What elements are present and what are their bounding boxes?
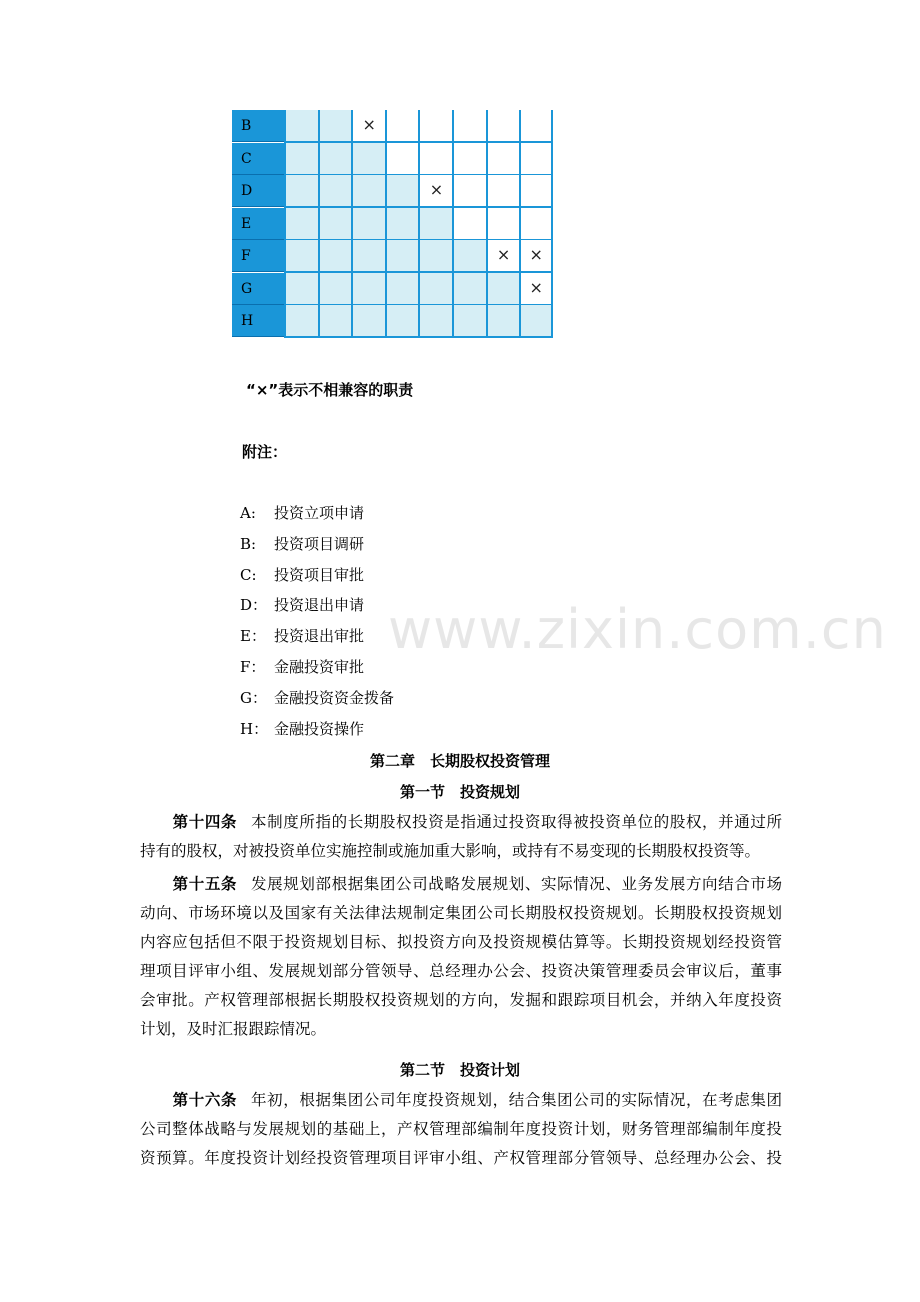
legend-value: 投资退出审批 <box>274 627 365 646</box>
matrix-cell <box>452 175 486 208</box>
legend-value: 投资立项申请 <box>274 504 365 522</box>
legend-key: C: <box>240 565 257 584</box>
matrix-cell <box>351 208 385 241</box>
matrix-cell <box>318 240 352 273</box>
matrix-cell <box>385 240 419 273</box>
matrix-note: “×”表示不相兼容的职责 <box>246 381 414 399</box>
matrix-row-label: G <box>232 273 284 305</box>
article-text-line: 公司整体战略与发展规划的基础上，产权管理部编制年度投资计划，财务管理部编制年度投 <box>140 1120 782 1138</box>
legend-item <box>240 654 540 685</box>
article-text-line: 持有的股权，对被投资单位实施控制或施加重大影响，或持有不易变现的长期股权投资等。 <box>140 842 761 860</box>
legend-item <box>240 716 540 747</box>
matrix-row <box>232 273 554 305</box>
legend-value: 金融投资操作 <box>274 719 365 738</box>
matrix-cell <box>284 273 318 306</box>
matrix-cell <box>519 305 553 338</box>
article-text-line: 本制度所指的长期股权投资是指通过投资取得被投资单位的股权，并通过所 <box>251 813 782 831</box>
article-16 <box>140 1086 782 1173</box>
watermark: www.zixin.com.cn <box>388 598 887 661</box>
matrix-cell <box>452 110 486 143</box>
matrix-row-label: C <box>232 143 284 175</box>
matrix-row <box>232 110 554 142</box>
legend-item <box>240 562 540 593</box>
matrix-cell <box>452 240 486 273</box>
matrix-row-label: D <box>232 175 284 207</box>
matrix-row <box>232 208 554 240</box>
matrix-cell <box>318 110 352 143</box>
matrix-cell <box>486 175 520 208</box>
matrix-cell <box>385 143 419 176</box>
matrix-cell <box>385 175 419 208</box>
legend-value: 投资项目调研 <box>274 534 365 553</box>
matrix-cell: × <box>486 240 520 273</box>
legend-value: 投资项目审批 <box>274 565 365 584</box>
matrix-cell <box>418 110 452 143</box>
matrix-cell <box>519 175 553 208</box>
matrix-cell <box>351 175 385 208</box>
matrix-cell <box>351 143 385 176</box>
matrix-cell <box>418 305 452 338</box>
matrix-cell <box>519 110 553 143</box>
matrix-cell <box>318 175 352 208</box>
matrix-cell <box>284 143 318 176</box>
incompatible-duties-matrix <box>232 110 554 338</box>
legend-key: G： <box>240 688 267 707</box>
matrix-cell <box>351 305 385 338</box>
matrix-cell <box>486 110 520 143</box>
matrix-cell <box>486 143 520 176</box>
matrix-cell <box>418 208 452 241</box>
matrix-cell <box>351 273 385 306</box>
matrix-row <box>232 305 554 337</box>
matrix-row <box>232 240 554 272</box>
legend-item <box>240 685 540 716</box>
article-14 <box>140 808 782 866</box>
matrix-cell <box>284 208 318 241</box>
article-text-line: 资预算。年度投资计划经投资管理项目评审小组、产权管理部分管领导、总经理办公会、投 <box>140 1149 782 1167</box>
legend-key: B: <box>240 534 257 553</box>
matrix-row-label: E <box>232 208 284 240</box>
section-title-1: 第一节 投资规划 <box>399 783 520 801</box>
article-text-line: 动向、市场环境以及国家有关法律法规制定集团公司长期股权投资规划。长期股权投资规划 <box>140 904 782 922</box>
matrix-cell <box>452 208 486 241</box>
matrix-cell <box>318 143 352 176</box>
matrix-cell <box>418 273 452 306</box>
matrix-row <box>232 143 554 175</box>
matrix-cell <box>519 208 553 241</box>
legend-key: D： <box>240 596 268 615</box>
matrix-cell <box>318 208 352 241</box>
matrix-cell <box>452 143 486 176</box>
matrix-cell: × <box>519 273 553 306</box>
matrix-cell <box>351 240 385 273</box>
legend-item <box>240 592 540 623</box>
article-label: 第十四条 <box>172 813 238 831</box>
matrix-cell: × <box>519 240 553 273</box>
matrix-cell <box>318 273 352 306</box>
matrix-cell <box>418 143 452 176</box>
article-text-line: 理项目评审小组、发展规划部分管领导、总经理办公会、投资决策管理委员会审议后，董事 <box>140 962 782 980</box>
matrix-cell <box>284 240 318 273</box>
matrix-row-label: F <box>232 240 284 272</box>
matrix-row <box>232 175 554 207</box>
matrix-cell <box>284 175 318 208</box>
matrix-cell <box>519 143 553 176</box>
legend-item <box>240 531 540 562</box>
article-label: 第十六条 <box>172 1091 238 1109</box>
matrix-cell <box>284 305 318 338</box>
legend-key: A: <box>240 504 256 522</box>
legend-value: 金融投资审批 <box>274 658 365 676</box>
article-text-line: 内容应包括但不限于投资规划目标、拟投资方向及投资规模估算等。长期投资规划经投资管 <box>140 933 782 951</box>
matrix-cell <box>318 305 352 338</box>
matrix-cell <box>486 208 520 241</box>
matrix-cell <box>452 305 486 338</box>
matrix-cell: × <box>351 110 385 143</box>
article-15 <box>140 870 782 1044</box>
article-text-line: 发展规划部根据集团公司战略发展规划、实际情况、业务发展方向结合市场 <box>251 875 782 893</box>
matrix-cell <box>385 273 419 306</box>
legend-value: 投资退出申请 <box>274 596 365 615</box>
notes-label: 附注： <box>242 443 288 461</box>
legend-key: H： <box>240 719 269 738</box>
article-text-line: 会审批。产权管理部根据长期股权投资规划的方向，发掘和跟踪项目机会，并纳入年度投资 <box>140 991 782 1009</box>
matrix-row-label: B <box>232 110 284 142</box>
article-text-line: 计划，及时汇报跟踪情况。 <box>140 1020 327 1038</box>
matrix-row-label: H <box>232 305 284 337</box>
legend-key: F： <box>240 658 266 676</box>
matrix-cell <box>418 240 452 273</box>
chapter-title: 第二章 长期股权投资管理 <box>369 752 550 770</box>
legend-item <box>240 500 540 531</box>
matrix-cell <box>486 305 520 338</box>
article-label: 第十五条 <box>172 875 238 893</box>
article-text-line: 年初，根据集团公司年度投资规划，结合集团公司的实际情况，在考虑集团 <box>251 1091 782 1109</box>
legend-item <box>240 623 540 654</box>
matrix-cell <box>385 305 419 338</box>
matrix-cell <box>486 273 520 306</box>
legend-key: E： <box>240 627 266 646</box>
matrix-cell <box>452 273 486 306</box>
matrix-cell <box>385 208 419 241</box>
legend-value: 金融投资资金拨备 <box>274 688 395 707</box>
matrix-cell <box>284 110 318 143</box>
matrix-cell: × <box>418 175 452 208</box>
section-title-2: 第二节 投资计划 <box>399 1061 520 1079</box>
matrix-cell <box>385 110 419 143</box>
